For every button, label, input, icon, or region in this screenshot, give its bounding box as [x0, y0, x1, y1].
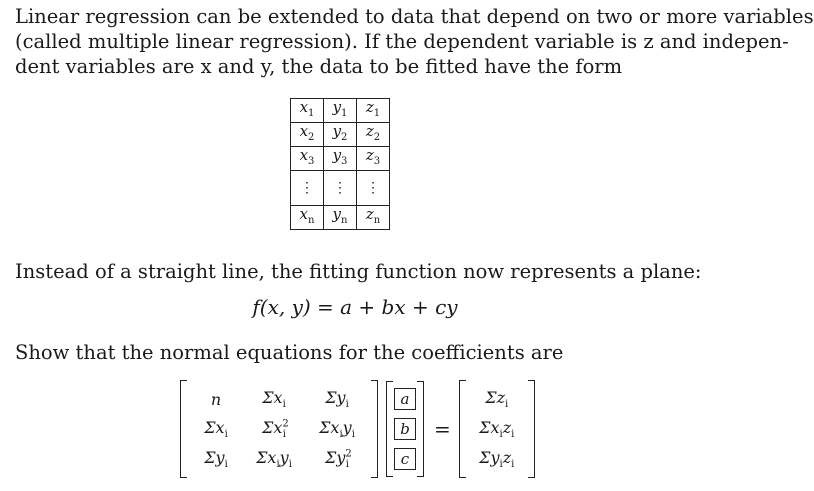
matrix-entry: $\Sigma x_i$	[204, 417, 228, 441]
normal-equations	[180, 374, 535, 484]
unknown-c: c	[394, 448, 416, 470]
table-cell: $z_3$	[357, 147, 390, 171]
coefficient-matrix	[180, 380, 378, 478]
matrix-entry: $\Sigma x^2_i$	[262, 417, 289, 441]
table-cell: ⋮	[324, 171, 357, 206]
table-cell: $y_2$	[324, 123, 357, 147]
matrix-entry: $\Sigma x_iy_i$	[256, 447, 292, 471]
equals-sign: =	[434, 417, 451, 441]
show-paragraph: Show that the normal equations for the coefficients are	[15, 341, 564, 364]
table-cell: $y_1$	[324, 99, 357, 123]
intro-line-2: (called multiple linear regression). If the dependent variable is z and indepen-	[15, 30, 789, 53]
table-cell: $y_3$	[324, 147, 357, 171]
rhs-vector	[459, 380, 535, 478]
rhs-entry: $\Sigma z_i$	[485, 387, 509, 411]
matrix-entry: $\Sigma y^2_i$	[325, 447, 352, 471]
table-cell: $x_n$	[291, 206, 324, 230]
matrix-entry: $\Sigma y_i$	[204, 447, 228, 471]
intro-line-1: Linear regression can be extended to data that depend on two or more variables	[15, 5, 814, 28]
table-row-ellipsis	[291, 171, 390, 206]
table-cell: $z_n$	[357, 206, 390, 230]
intro-paragraph	[15, 4, 814, 79]
table-cell: ⋮	[357, 171, 390, 206]
unknown-vector	[386, 381, 424, 477]
table-cell: $x_1$	[291, 99, 324, 123]
table-cell: $x_3$	[291, 147, 324, 171]
table-row	[291, 147, 390, 171]
matrix-entry: $\Sigma y_i$	[325, 387, 349, 411]
table-row	[291, 206, 390, 230]
data-table	[290, 98, 390, 230]
table-row	[291, 123, 390, 147]
table-cell: $z_1$	[357, 99, 390, 123]
table-row	[291, 99, 390, 123]
intro-line-3: dent variables are x and y, the data to be fitted have the form	[15, 55, 623, 78]
function-equation: f(x, y) = a + bx + cy	[252, 295, 458, 319]
rhs-entry: $\Sigma y_iz_i$	[479, 447, 515, 471]
table-cell: $x_2$	[291, 123, 324, 147]
unknown-a: a	[394, 388, 416, 410]
table-cell: $z_2$	[357, 123, 390, 147]
table-cell: ⋮	[291, 171, 324, 206]
matrix-entry: $\Sigma x_i$	[262, 387, 286, 411]
rhs-entry: $\Sigma x_iz_i$	[479, 417, 515, 441]
table-cell: $y_n$	[324, 206, 357, 230]
plane-paragraph: Instead of a straight line, the fitting function now represents a plane:	[15, 260, 702, 283]
matrix-entry: $\Sigma x_iy_i$	[319, 417, 355, 441]
matrix-entry: n	[210, 389, 222, 409]
unknown-b: b	[394, 418, 416, 440]
